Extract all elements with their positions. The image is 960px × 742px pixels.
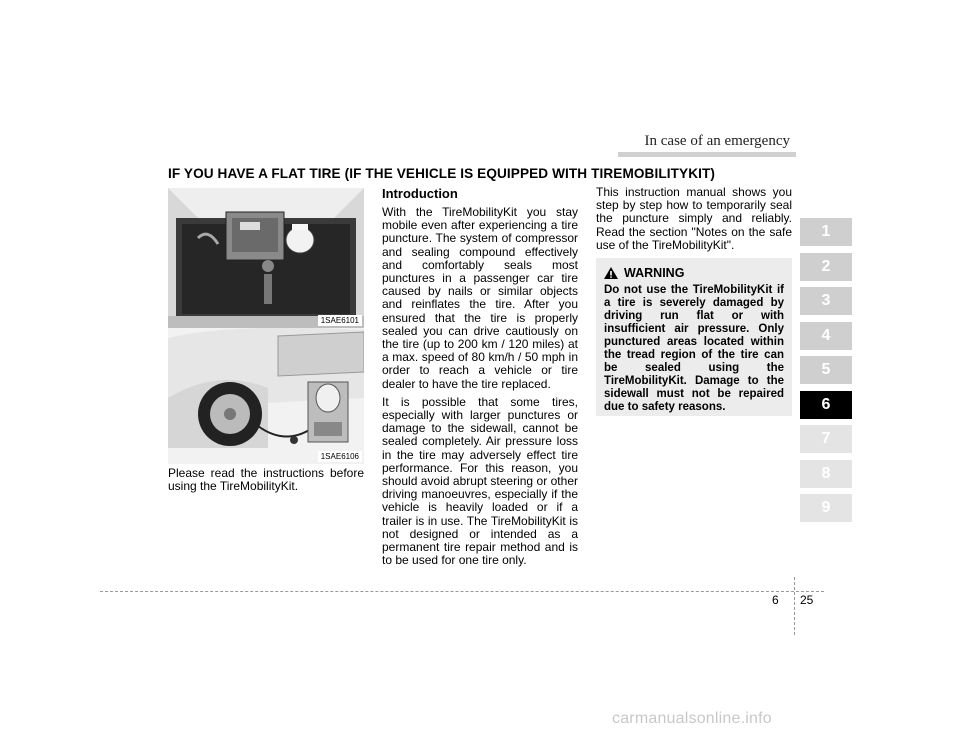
trunk-kit-illustration <box>168 188 364 328</box>
chapter-tab-6[interactable]: 6 <box>800 391 852 419</box>
chapter-tab-8[interactable]: 8 <box>800 460 852 488</box>
trunk-kit-photo <box>168 188 364 328</box>
watermark: carmanualsonline.info <box>612 710 772 727</box>
chapter-tab-4[interactable]: 4 <box>800 322 852 350</box>
chapter-tab-2[interactable]: 2 <box>800 253 852 281</box>
warning-heading-label: WARNING <box>624 266 685 280</box>
introduction-paragraph: It is possible that some tires, especially with larger punctures or damage to the sidewall, cannot be sealed completely. Air pressure loss in the tire may adversely effect tire performance. For this reason, you should avoid abrupt steering or other driving manoeuvres, especially if the vehicle is heavily loaded or if a trailer is in use. The TireMobilityKit is not designed or intended as a permanent tire repair method and is to be used for one tire only. <box>382 394 578 568</box>
chapter-tab-5[interactable]: 5 <box>800 356 852 384</box>
warning-triangle-icon <box>604 267 618 279</box>
photo-caption: 1SAE6106 <box>318 451 362 462</box>
introduction-paragraph: With the TireMobilityKit you stay mobile even after experiencing a tire puncture. The system of compressor and sealing compound effectively and comfortably seals most punctures in a passenger car tire caused by nails or similar objects and reinflates the tire. After you ensured that the tire is properly sealed you can drive cautiously on the tire (up to 200 km / 120 miles) at a max. speed of 80 km/h / 50 mph in order to reach a vehicle or tire dealer to have the tire replaced. <box>382 205 578 391</box>
warning-text: Do not use the TireMobilityKit if a tire is severely damaged by driving run flat or with insufficient air pressure. Only punctured areas located within the tread region of the tire can be sealed using the TireMobilityKit. Damage to the sidewall must not be repaired due to safety reasons. <box>604 284 784 413</box>
photo-caption: 1SAE6101 <box>318 315 362 326</box>
header-bar <box>618 152 796 157</box>
right-column-text: This instruction manual shows you step by step how to temporarily seal the puncture simply and reliably. Read the section "Notes on the safe use of the TireMobilityKit". <box>596 185 792 252</box>
left-column-text: Please read the instructions before using the TireMobilityKit. <box>168 466 364 494</box>
warning-box <box>596 258 792 416</box>
footer-divider <box>100 591 824 592</box>
introduction-heading: Introduction <box>382 186 458 201</box>
chapter-tab-1[interactable]: 1 <box>800 218 852 246</box>
chapter-tab-3[interactable]: 3 <box>800 287 852 315</box>
page-number-divider <box>794 577 795 635</box>
introduction-body <box>382 206 578 572</box>
section-title: IF YOU HAVE A FLAT TIRE (IF THE VEHICLE IS EQUIPPED WITH TIREMOBILITYKIT) <box>168 166 716 181</box>
page-chapter-number: 6 <box>772 593 779 607</box>
car-compressor-illustration <box>168 328 364 464</box>
warning-heading <box>604 266 684 280</box>
car-compressor-photo <box>168 328 364 464</box>
chapter-tab-7[interactable]: 7 <box>800 425 852 453</box>
chapter-tabs <box>800 218 852 529</box>
page-number: 25 <box>800 593 814 607</box>
chapter-tab-9[interactable]: 9 <box>800 494 852 522</box>
chapter-title: In case of an emergency <box>644 133 790 149</box>
